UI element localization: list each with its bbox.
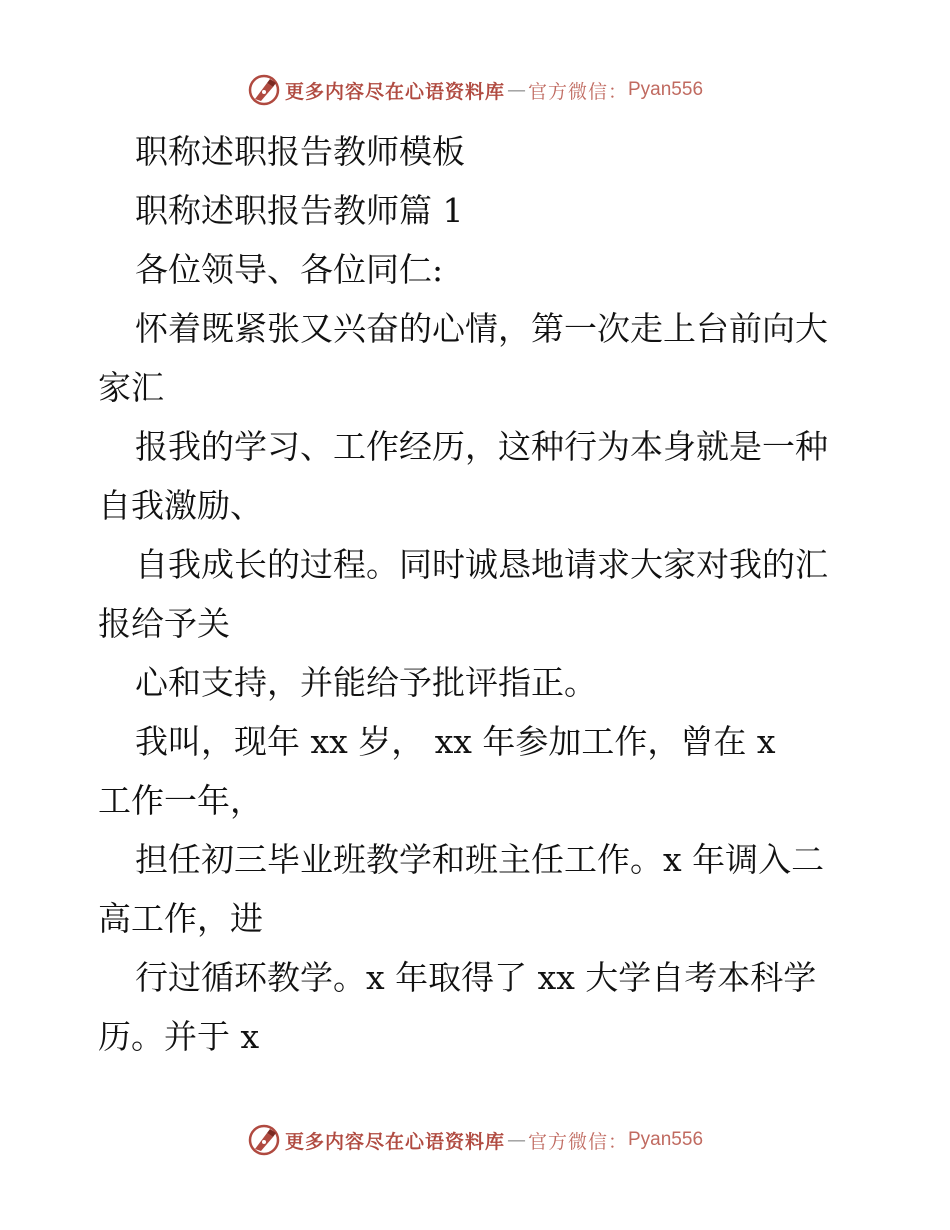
paragraph-line: 高工作，进	[98, 899, 263, 938]
section-heading: 职称述职报告教师篇 1	[135, 191, 464, 230]
document-title: 职称述职报告教师模板	[135, 132, 465, 171]
paragraph-line: 担任初三毕业班教学和班主任工作。x 年调入二	[135, 840, 825, 879]
banner-wechat-id: Pyan556	[628, 79, 704, 100]
banner-separator: —	[506, 1129, 526, 1151]
paragraph-line: 我叫，现年 xx 岁， xx 年参加工作，曾在 x	[135, 722, 776, 761]
paragraph-line: 报给予关	[98, 604, 230, 643]
banner-wechat-id: Pyan556	[628, 1129, 704, 1150]
header-watermark-banner	[0, 70, 950, 110]
banner-wechat-label: 官方微信：	[527, 1130, 628, 1153]
banner-separator: —	[506, 79, 526, 101]
banner-text: 更多内容尽在心语资料库	[284, 80, 505, 103]
pen-nib-logo-icon	[247, 1123, 281, 1157]
pen-nib-logo-icon	[247, 73, 281, 107]
salutation: 各位领导、各位同仁:	[135, 250, 444, 289]
paragraph-line: 报我的学习、工作经历，这种行为本身就是一种	[135, 427, 828, 466]
footer-watermark-banner	[0, 1120, 950, 1160]
paragraph-line: 怀着既紧张又兴奋的心情，第一次走上台前向大	[135, 309, 828, 348]
paragraph-line: 自我激励、	[98, 486, 263, 525]
paragraph-line: 行过循环教学。x 年取得了 xx 大学自考本科学	[135, 958, 817, 997]
paragraph-line: 自我成长的过程。同时诚恳地请求大家对我的汇	[135, 545, 828, 584]
document-body	[98, 122, 868, 1066]
banner-text: 更多内容尽在心语资料库	[284, 1130, 505, 1153]
banner-wechat-label: 官方微信：	[527, 80, 628, 103]
paragraph-line: 工作一年，	[98, 781, 263, 820]
paragraph-line: 历。并于 x	[98, 1017, 260, 1056]
paragraph-line: 家汇	[98, 368, 164, 407]
paragraph-line: 心和支持，并能给予批评指正。	[135, 663, 597, 702]
